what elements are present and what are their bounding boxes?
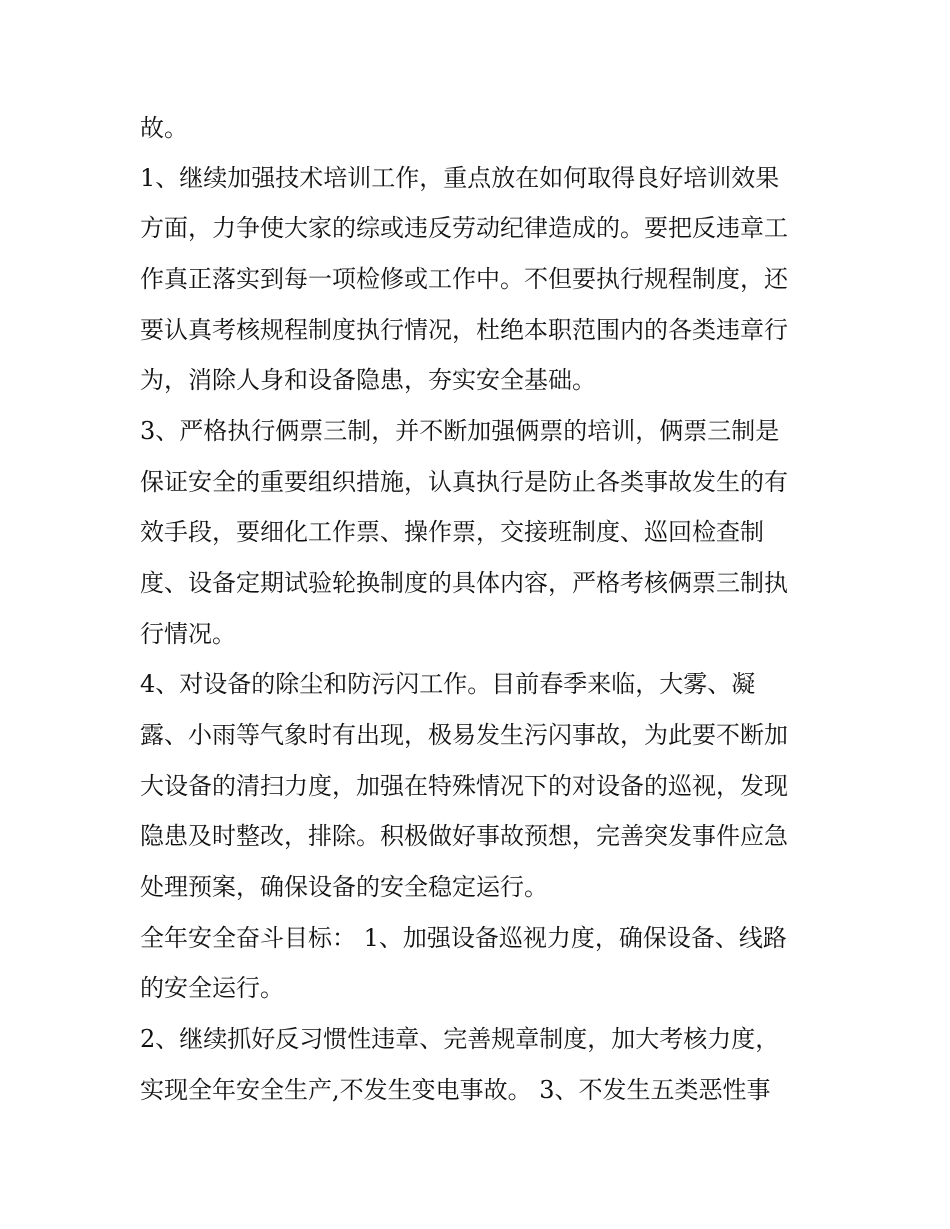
text-line: 露、小雨等气象时有出现，极易发生污闪事故，为此要不断加 bbox=[140, 721, 788, 749]
text-line: 要认真考核规程制度执行情况，杜绝本职范围内的各类违章行 bbox=[140, 316, 788, 344]
text-line: 效手段，要细化工作票、操作票，交接班制度、巡回检查制 bbox=[140, 518, 764, 546]
text-line: 故。 bbox=[140, 114, 188, 142]
text-line: 保证安全的重要组织措施，认真执行是防止各类事故发生的有 bbox=[140, 468, 788, 496]
text-line: 隐患及时整改，排除。积极做好事故预想，完善突发事件应急 bbox=[140, 822, 788, 850]
text-line: 方面，力争使大家的综或违反劳动纪律造成的。要把反违章工 bbox=[140, 214, 788, 242]
text-line: 作真正落实到每一项检修或工作中。不但要执行规程制度，还 bbox=[140, 265, 788, 293]
text-line: 为，消除人身和设备隐患，夯实安全基础。 bbox=[140, 366, 596, 394]
text-line: 实现全年安全生产,不发生变电事故。 3、不发生五类恶性事 bbox=[140, 1076, 771, 1104]
text-line: 2、继续抓好反习惯性违章、完善规章制度，加大考核力度， bbox=[140, 1025, 780, 1053]
text-line: 3、严格执行俩票三制，并不断加强俩票的培训，俩票三制是 bbox=[140, 417, 780, 445]
text-line: 4、对设备的除尘和防污闪工作。目前春季来临，大雾、凝 bbox=[140, 670, 756, 698]
text-line: 的安全运行。 bbox=[140, 974, 284, 1002]
text-line: 全年安全奋斗目标： 1、加强设备巡视力度，确保设备、线路 bbox=[140, 924, 787, 952]
text-line: 处理预案，确保设备的安全稳定运行。 bbox=[140, 873, 548, 901]
text-line: 度、设备定期试验轮换制度的具体内容，严格考核俩票三制执 bbox=[140, 569, 788, 597]
text-line: 1、继续加强技术培训工作，重点放在如何取得良好培训效果 bbox=[140, 164, 780, 192]
text-line: 大设备的清扫力度，加强在特殊情况下的对设备的巡视，发现 bbox=[140, 772, 788, 800]
text-line: 行情况。 bbox=[140, 620, 236, 648]
